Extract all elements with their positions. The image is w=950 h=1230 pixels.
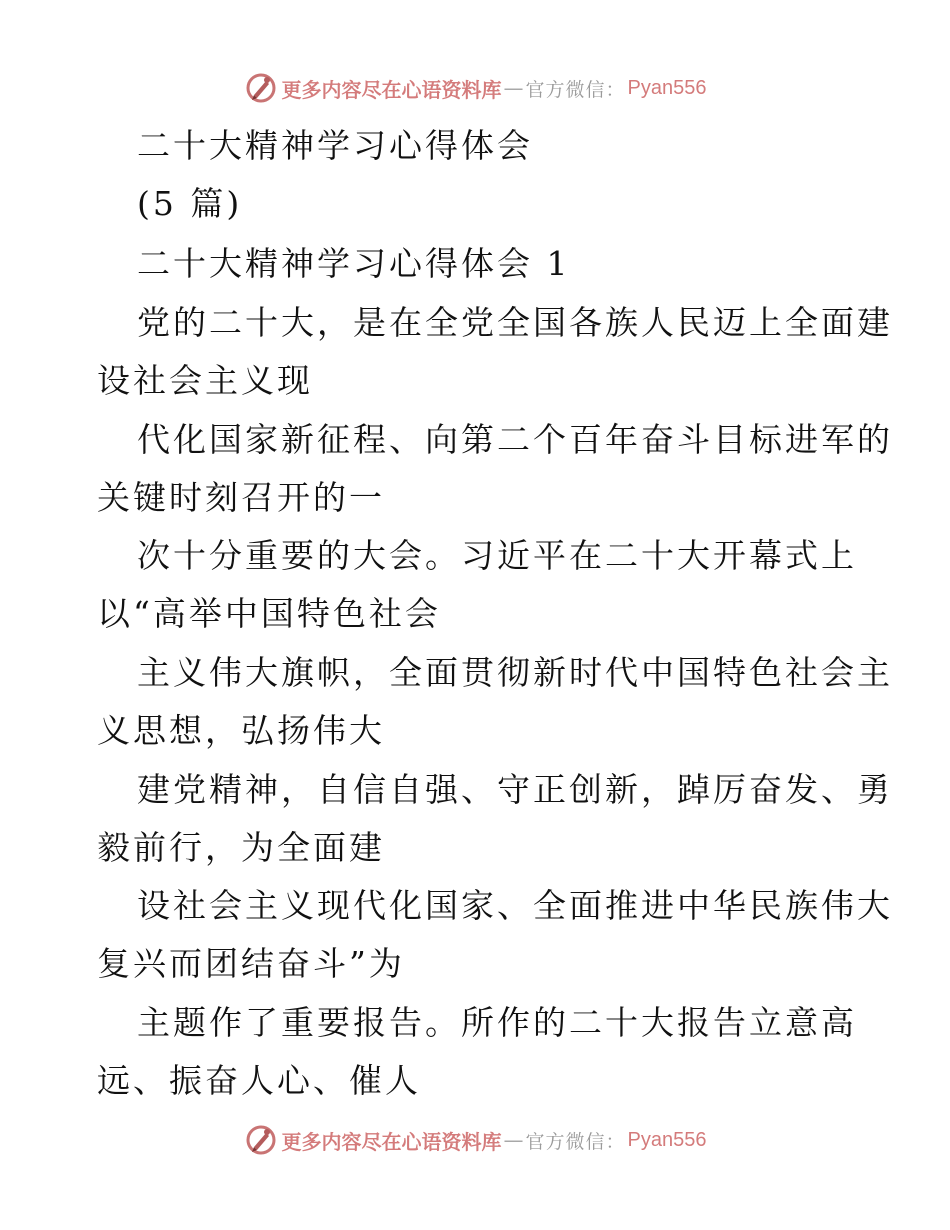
paragraph-line: 建党精神，自信自强、守正创新，踔厉奋发、勇 <box>137 770 893 809</box>
paragraph-line: 主义伟大旗帜，全面贯彻新时代中国特色社会主 <box>137 653 893 692</box>
watermark-dash: — <box>503 1128 524 1152</box>
paragraph-line: 义思想，弘扬伟大 <box>97 711 385 750</box>
watermark-handle: Pyan556 <box>627 1128 707 1151</box>
paragraph-line: 设社会主义现代化国家、全面推进中华民族伟大 <box>137 886 893 925</box>
pen-logo-icon <box>244 1123 278 1157</box>
watermark-label: 官方微信： <box>525 78 626 101</box>
paragraph-line: 代化国家新征程、向第二个百年奋斗目标进军的 <box>137 420 893 459</box>
watermark-handle: Pyan556 <box>627 76 707 99</box>
paragraph-line: 党的二十大，是在全党全国各族人民迈上全面建 <box>137 303 893 342</box>
footer-watermark <box>0 1120 950 1160</box>
watermark-dash: — <box>503 76 524 100</box>
document-subtitle: (5 篇) <box>137 184 243 223</box>
watermark-label: 官方微信： <box>525 1130 626 1153</box>
paragraph-line: 主题作了重要报告。所作的二十大报告立意高 <box>137 1003 857 1042</box>
section-heading: 二十大精神学习心得体会 1 <box>137 244 571 283</box>
paragraph-line: 设社会主义现 <box>97 361 313 400</box>
paragraph-line: 以“高举中国特色社会 <box>97 594 441 633</box>
paragraph-line: 关键时刻召开的一 <box>97 478 385 517</box>
paragraph-line: 毅前行，为全面建 <box>97 828 385 867</box>
document-title: 二十大精神学习心得体会 <box>137 126 533 165</box>
paragraph-line: 远、振奋人心、催人 <box>97 1061 421 1100</box>
watermark-brand-text: 更多内容尽在心语资料库 <box>281 77 502 102</box>
paragraph-line: 次十分重要的大会。习近平在二十大开幕式上 <box>137 536 857 575</box>
paragraph-line: 复兴而团结奋斗”为 <box>97 944 405 983</box>
watermark-brand-text: 更多内容尽在心语资料库 <box>281 1129 502 1154</box>
